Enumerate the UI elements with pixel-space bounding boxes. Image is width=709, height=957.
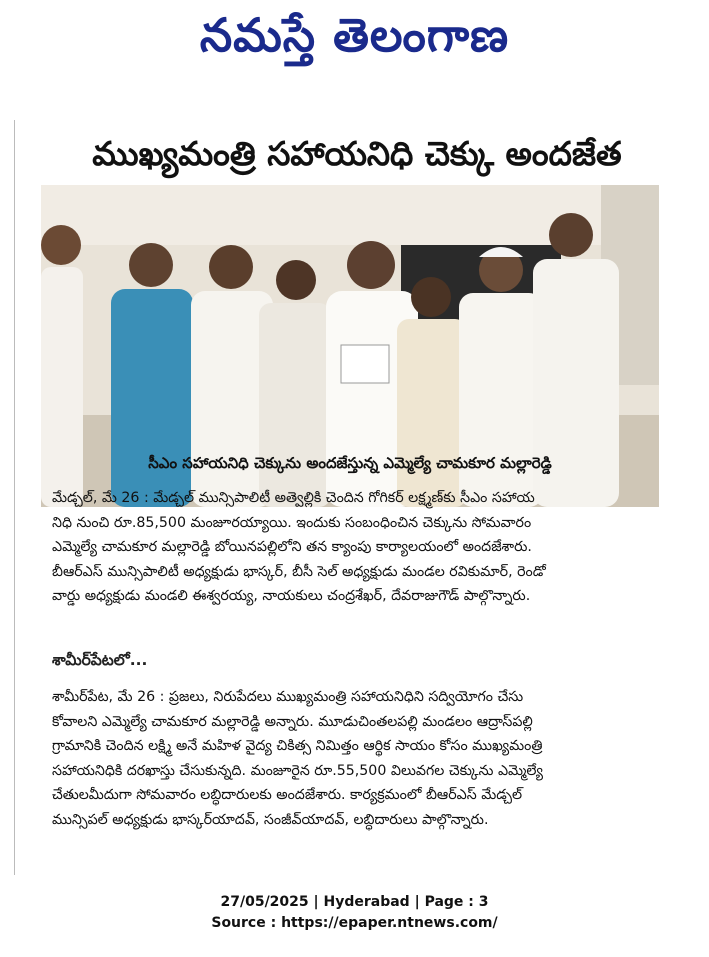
- paragraph-line: సహాయనిధికి దరఖాస్తు చేసుకున్నది. మంజూరైన రూ.55,500 విలువగల చెక్కును ఎమ్మెల్యే: [52, 762, 543, 779]
- footer-date-line: 27/05/2025 | Hyderabad | Page : 3: [220, 894, 489, 910]
- column-divider: [14, 120, 15, 875]
- paragraph-line: మేడ్చల్, మే 26 : మేడ్చల్ మున్సిపాలిటీ అత్వెల్లికి చెందిన గోగికర్ లక్ష్మణ్‌కు సీఎం సహాయ: [52, 490, 535, 506]
- masthead: [0, 0, 709, 70]
- news-article: [14, 120, 684, 880]
- paragraph-line: నిధి నుంచి రూ.85,500 మంజూరయ్యాయి. ఇందుకు సంబంధించిన చెక్కును సోమవారం: [52, 514, 532, 531]
- article-paragraph-2: [52, 685, 662, 833]
- paragraph-line: చేతులమీదుగా సోమవారం లబ్ధిదారులకు అందజేశారు. కార్యక్రమంలో బీఆర్ఎస్ మేడ్చల్: [52, 787, 523, 804]
- article-headline: ముఖ్యమంత్రి సహాయనిధి చెక్కు అందజేత: [92, 134, 622, 173]
- paragraph-line: ఎమ్మెల్యే చామకూర మల్లారెడ్డి బోయినపల్లిలోని తన క్యాంపు కార్యాలయంలో అందజేశారు.: [52, 539, 532, 556]
- paragraph-line: బీఆర్ఎస్ మున్సిపాలిటీ అధ్యక్షుడు భాస్కర్, బీసీ సెల్ అధ్యక్షుడు మండల రవికుమార్, రెండో: [52, 563, 546, 580]
- article-paragraph-1: [52, 486, 662, 609]
- paragraph-line: వార్డు అధ్యక్షుడు మండలి ఈశ్వరయ్య, నాయకులు చంద్రశేఖర్, దేవరాజుగౌడ్ పాల్గొన్నారు.: [52, 588, 531, 605]
- paragraph-line: కోవాలని ఎమ్మెల్యే చామకూర మల్లారెడ్డి అన్నారు. మూడుచింతలపల్లి మండలం ఆద్రాస్‌పల్లి: [52, 713, 533, 730]
- page-footer: [0, 892, 709, 934]
- photo-caption: సీఎం సహాయనిధి చెక్కును అందజేస్తున్న ఎమ్మెల్యే చామకూర మల్లారెడ్డి: [148, 454, 552, 472]
- paragraph-line: గ్రామానికి చెందిన లక్ష్మి అనే మహిళ వైద్య చికిత్స నిమిత్తం ఆర్థిక సాయం కోసం ముఖ్యమంత్రి: [52, 738, 543, 755]
- footer-source-line: Source : https://epaper.ntnews.com/: [211, 915, 498, 931]
- paragraph-line: మున్సిపల్ అధ్యక్షుడు భాస్కర్‌యాదవ్, సంజీవ్‌యాదవ్, లబ్ధిదారులు పాల్గొన్నారు.: [52, 811, 489, 828]
- newspaper-logo: నమస్తే తెలంగాణ: [199, 8, 510, 62]
- section-subheading: శామీర్‌పేటలో...: [52, 651, 148, 669]
- paragraph-line: శామీర్‌పేట, మే 26 : ప్రజలు, నిరుపేదలు ముఖ్యమంత్రి సహాయనిధిని సద్వియోగం చేసు: [52, 689, 524, 705]
